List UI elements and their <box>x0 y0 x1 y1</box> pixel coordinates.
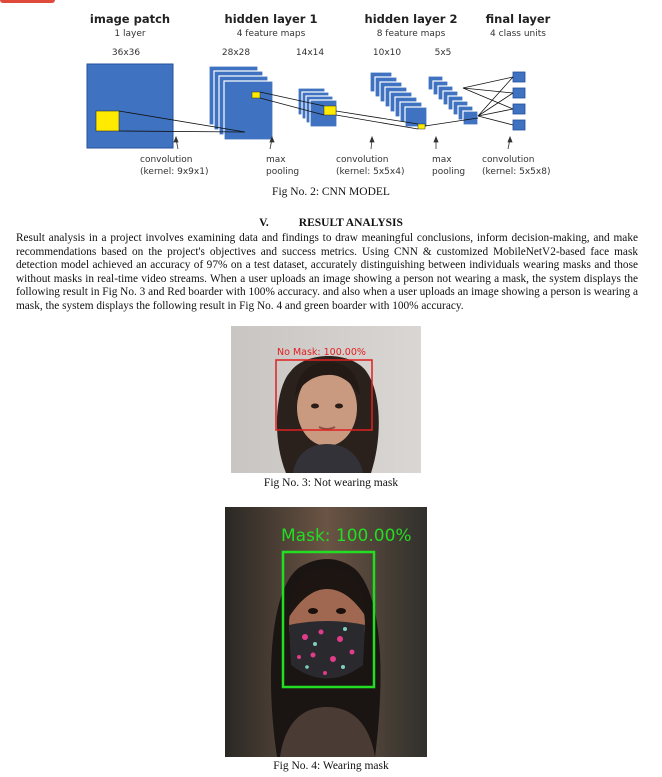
result-analysis-paragraph: Result analysis in a project involves examining data and findings to draw meaningful conclusions, inform decision-making, and make recommendations based on the project's objectives and success metrics. Using CNN & customized MobileNetV2-based face mask detection model achieved an accuracy of 97% on a test dataset, accurately distinguishing between individuals wearing masks and those without masks in real-time video streams. When a user uploads an image showing a person not wearing a mask, the system displays the following result in Fig No. 3 and Red boarder with 100% accuracy. and also when a user uploads an image showing a person is wearing a mask, the system displays the following result in Fig No. 4 and green boarder with 100% accuracy. <box>16 232 639 312</box>
size-label-10: 10x10 <box>372 48 402 58</box>
col-title-hidden-1: hidden layer 1 <box>224 12 318 26</box>
col-sub-final: 4 class units <box>490 29 546 39</box>
figure-3-caption: Fig No. 3: Not wearing mask <box>263 477 399 489</box>
size-label-36: 36x36 <box>111 48 141 58</box>
input-patch <box>87 64 173 148</box>
op-pool-1-line2: pooling <box>266 167 300 177</box>
col-title-hidden-2: hidden layer 2 <box>364 12 458 26</box>
size-label-5: 5x5 <box>434 48 452 58</box>
op-conv-3-line2: (kernel: 5x5x8) <box>482 167 551 177</box>
op-conv-2-line2: (kernel: 5x5x4) <box>336 167 405 177</box>
figure-2-caption: Fig No. 2: CNN MODEL <box>272 186 390 198</box>
op-pool-1-line1: max <box>266 155 286 165</box>
op-pool-2-line2: pooling <box>432 167 466 177</box>
col-sub-hidden-2: 8 feature maps <box>376 29 446 39</box>
col-sub-image-patch: 1 layer <box>114 29 146 39</box>
figure-4-caption: Fig No. 4: Wearing mask <box>273 760 389 772</box>
op-conv-2-line1: convolution <box>336 155 389 165</box>
size-label-28: 28x28 <box>221 48 251 58</box>
section-heading <box>0 217 662 229</box>
hidden-layer-1-maps <box>209 66 273 140</box>
detection-label-no-mask: No Mask: 100.00% <box>277 347 366 358</box>
detection-label-mask: Mask: 100.00% <box>281 526 412 546</box>
pooled-1-highlight <box>324 106 336 115</box>
hidden-layer-2-maps <box>370 72 427 127</box>
header-logo-fragment <box>0 0 55 3</box>
size-label-14: 14x14 <box>295 48 325 58</box>
col-sub-hidden-1: 4 feature maps <box>236 29 306 39</box>
hidden-1-highlight <box>252 92 260 98</box>
hidden-2-highlight <box>418 124 425 129</box>
input-kernel-highlight <box>96 111 119 131</box>
cnn-model-diagram <box>80 8 560 184</box>
section-title: RESULT ANALYSIS <box>298 217 403 229</box>
photo-not-wearing-mask <box>231 326 421 473</box>
col-title-final: final layer <box>485 12 551 26</box>
final-layer-units <box>513 72 525 130</box>
col-title-image-patch: image patch <box>89 12 171 26</box>
op-pool-2-line1: max <box>432 155 452 165</box>
op-conv-1-line2: (kernel: 9x9x1) <box>140 167 209 177</box>
op-conv-1-line1: convolution <box>140 155 193 165</box>
section-number: V. <box>259 217 269 229</box>
photo-wearing-mask <box>225 507 427 757</box>
op-conv-3-line1: convolution <box>482 155 535 165</box>
hidden-layer-2-pooled <box>428 76 478 125</box>
